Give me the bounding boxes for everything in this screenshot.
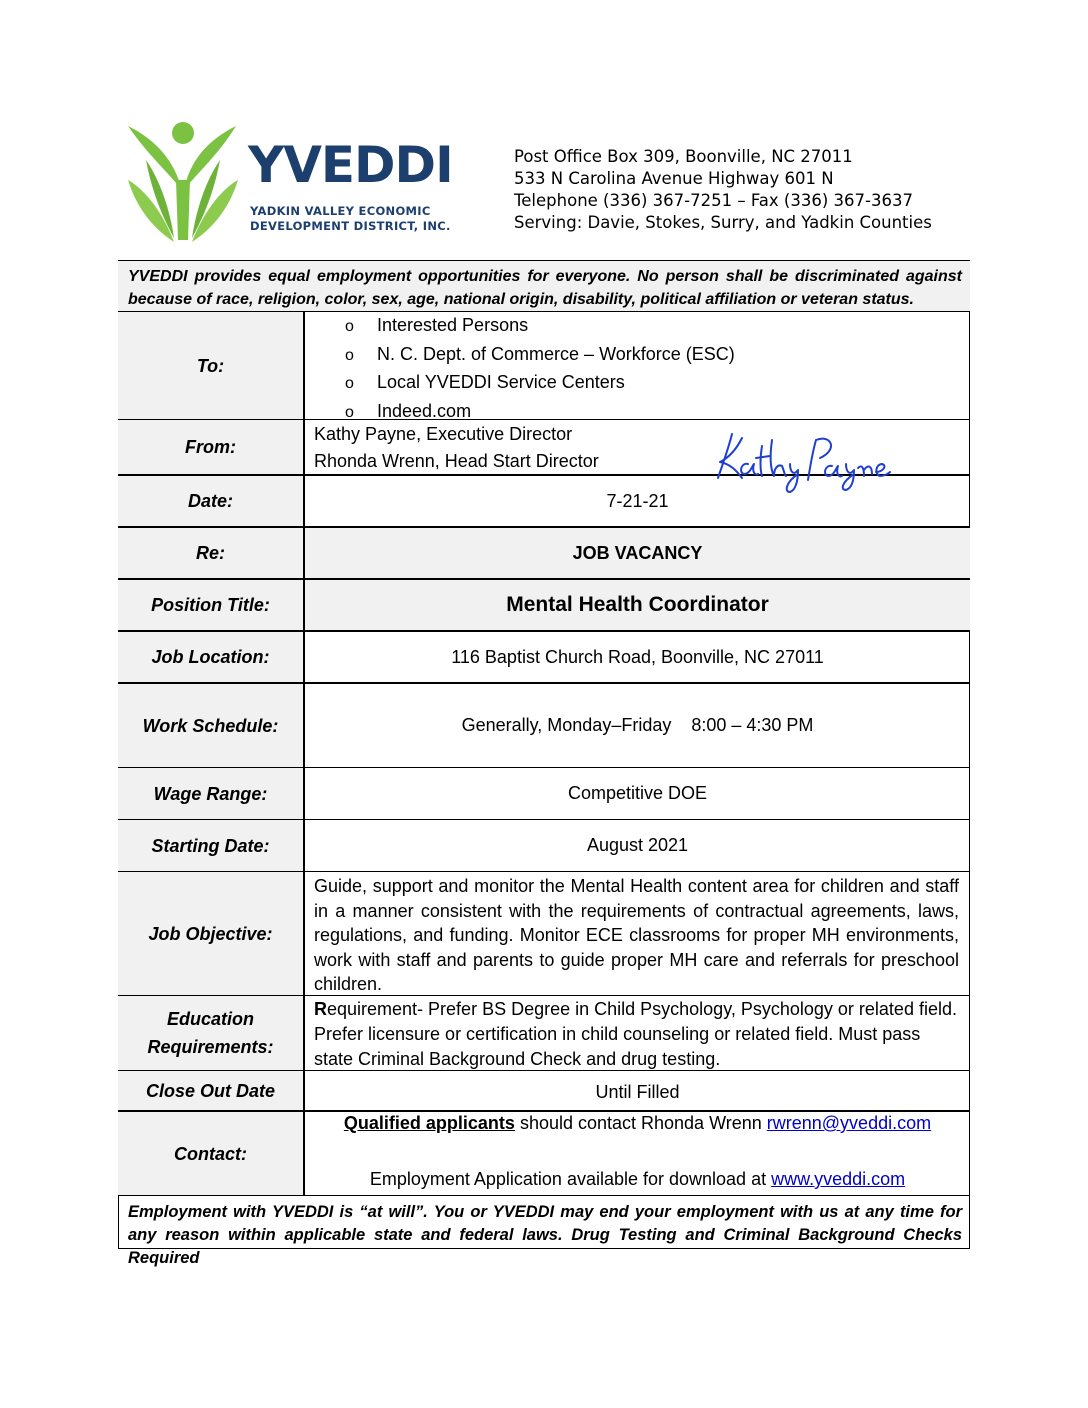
- logo-tagline-1: YADKIN VALLEY ECONOMIC: [250, 204, 431, 218]
- list-item: o N. C. Dept. of Commerce – Workforce (ESC): [345, 341, 735, 370]
- qualified-applicants: Qualified applicants: [343, 1113, 515, 1133]
- wage-value: Competitive DOE: [567, 783, 708, 803]
- application-line: Employment Application available for download at www.yveddi.com: [369, 1169, 906, 1189]
- date-row: [118, 476, 970, 526]
- website-link[interactable]: www.yveddi.com: [771, 1169, 906, 1189]
- sender-line: Rhonda Wrenn, Head Start Director: [314, 451, 599, 471]
- contact-label: Contact:: [174, 1143, 247, 1164]
- close-out-row: [118, 1071, 970, 1110]
- education-label: Education Requirements:: [147, 1009, 274, 1057]
- phone-fax-line: Telephone (336) 367-7251 – Fax (336) 367-3637: [514, 191, 913, 210]
- bullet-icon: o: [345, 318, 354, 335]
- re-row: [118, 528, 970, 578]
- email-link[interactable]: rwrenn@yveddi.com: [766, 1113, 932, 1133]
- objective-text: Guide, support and monitor the Mental Health content area for children and staff in a manner consistent with the requirements of contractual agreements, laws, regulations, and funding. Monitor ECE classrooms for proper MH environments, work with staff and parents to guide proper MH care and referrals for preschool children.: [314, 876, 959, 994]
- position-title: Mental Health Coordinator: [506, 593, 769, 616]
- address-block: [514, 146, 932, 234]
- service-area-line: Serving: Davie, Stokes, Surry, and Yadkin Counties: [514, 213, 932, 232]
- bullet-icon: o: [345, 375, 354, 392]
- list-item: o Indeed.com: [345, 398, 735, 427]
- contact-line: Qualified applicants should contact Rhonda Wrenn rwrenn@yveddi.com: [343, 1113, 932, 1133]
- list-item: o Local YVEDDI Service Centers: [345, 369, 735, 398]
- starting-label: Starting Date:: [151, 835, 270, 856]
- education-text: Requirement- Prefer BS Degree in Child Psychology, Psychology or related field. Prefer licensure or certification in child counseling or related field. Must pass state Criminal Background Check and drug testing.: [314, 999, 957, 1069]
- list-item: o Interested Persons: [345, 312, 735, 341]
- date-value: 7-21-21: [606, 490, 669, 511]
- objective-label: Job Objective:: [148, 923, 273, 944]
- date-label: Date:: [187, 491, 233, 511]
- recipients-list: [345, 312, 735, 426]
- close-out-label: Close Out Date: [145, 1080, 276, 1101]
- yveddi-logo: [126, 120, 456, 244]
- eeo-notice-row: [118, 261, 970, 311]
- address-line: Post Office Box 309, Boonville, NC 27011: [514, 147, 853, 166]
- to-label: To:: [196, 355, 225, 376]
- eeo-notice: YVEDDI provides equal employment opportunities for everyone. No person shall be discriminated against because of race, religion, color, sex, age, national origin, disability, political affiliation or veteran status.: [128, 268, 962, 308]
- location-row: [118, 632, 970, 682]
- from-names: [314, 421, 599, 475]
- location-value: 116 Baptist Church Road, Boonville, NC 27011: [451, 646, 824, 667]
- bullet-icon: o: [345, 403, 354, 421]
- position-label: Position Title:: [151, 595, 270, 615]
- address-line: 533 N Carolina Avenue Highway 601 N: [514, 169, 834, 188]
- at-will-notice: Employment with YVEDDI is “at will”. You or YVEDDI may end your employment with us at any time for any reason within applicable state and federal laws. Drug Testing and Criminal Background Checks Required: [128, 1203, 962, 1267]
- schedule-label: Work Schedule:: [142, 715, 279, 736]
- wage-label: Wage Range:: [153, 783, 268, 804]
- schedule-row: [118, 684, 970, 767]
- logo-figure-icon: [126, 120, 256, 244]
- starting-row: [118, 820, 970, 871]
- re-label: Re:: [195, 543, 225, 563]
- wage-row: [118, 768, 970, 819]
- starting-value: August 2021: [586, 835, 689, 855]
- schedule-value: Generally, Monday–Friday 8:00 – 4:30 PM: [461, 715, 814, 735]
- logo-tagline-2: DEVELOPMENT DISTRICT, INC.: [250, 219, 451, 233]
- bullet-icon: o: [345, 346, 354, 364]
- sender-line: Kathy Payne, Executive Director: [314, 424, 573, 444]
- from-label: From:: [185, 437, 236, 457]
- close-out-value: Until Filled: [595, 1082, 680, 1102]
- position-row: [118, 580, 970, 630]
- location-label: Job Location:: [151, 647, 270, 667]
- re-value: JOB VACANCY: [572, 542, 703, 563]
- logo-wordmark: YVEDDI: [248, 136, 453, 194]
